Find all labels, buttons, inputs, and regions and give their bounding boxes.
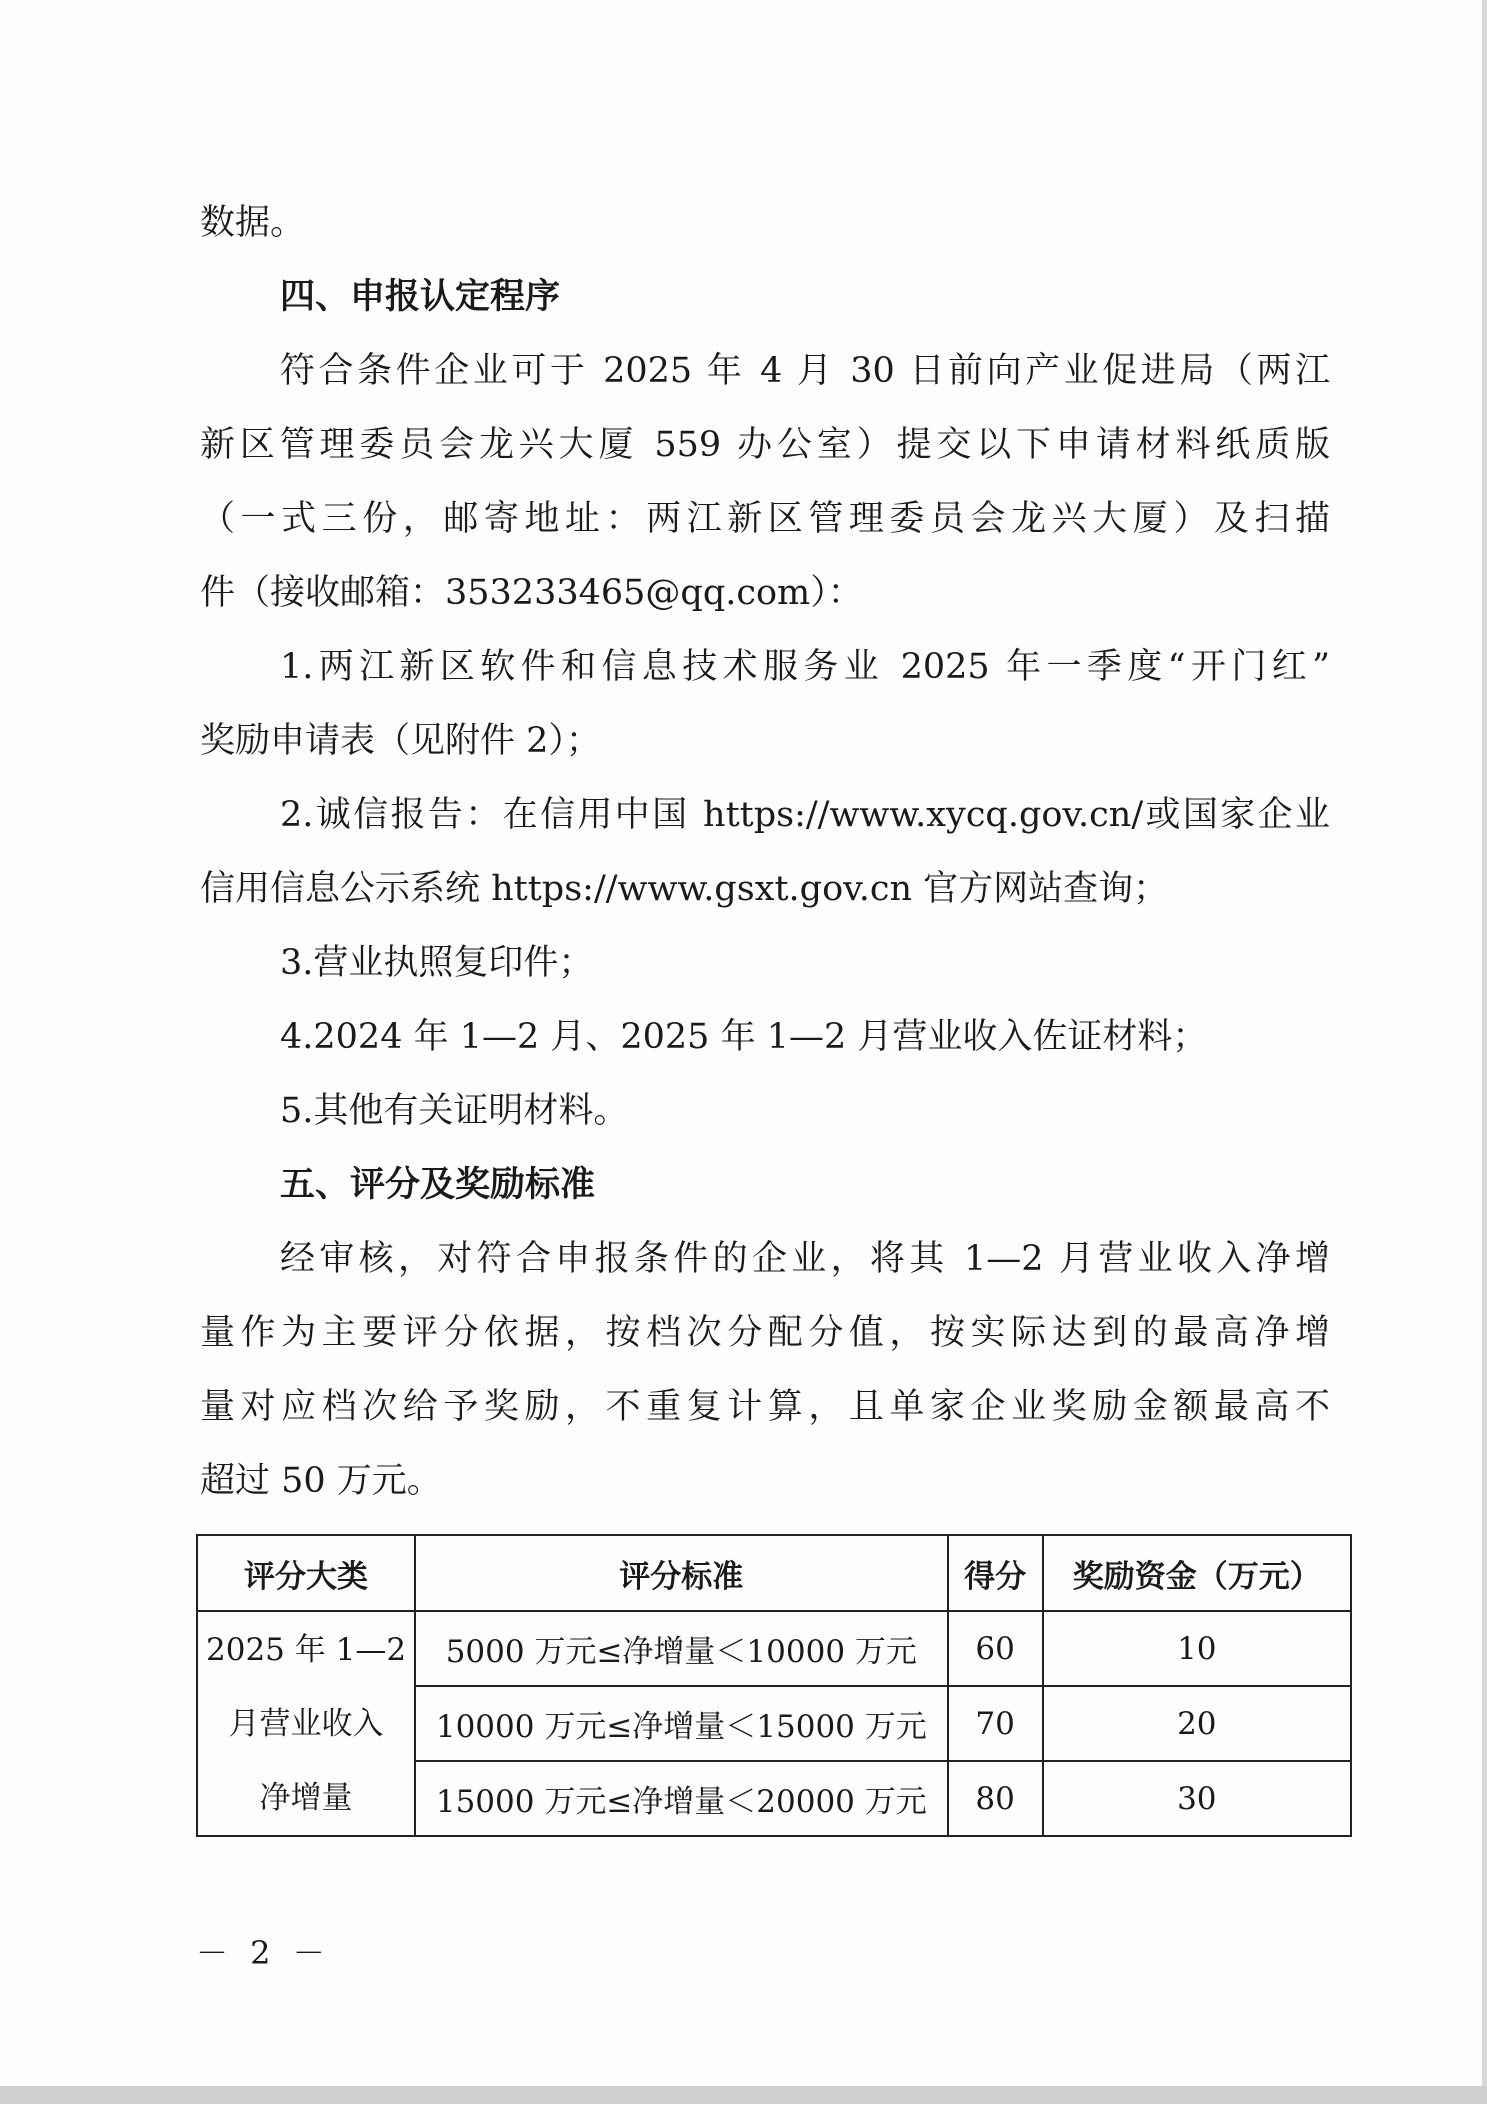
paragraph-line: 量作为主要评分依据，按档次分配分值，按实际达到的最高净增: [200, 1313, 1330, 1353]
table-row: [197, 1611, 1351, 1686]
reward-cell: 10: [1043, 1611, 1351, 1686]
paragraph-line: 件（接收邮箱：353233465@qq.com）：: [200, 573, 863, 613]
category-cell: [197, 1611, 415, 1836]
category-line: 2025 年 1—2: [206, 1631, 407, 1668]
section-heading-4: 四、申报认定程序: [280, 277, 561, 317]
header-score: 得分: [948, 1535, 1043, 1611]
criterion-cell: 5000 万元≤净增量＜10000 万元: [415, 1611, 948, 1686]
scoring-table: [196, 1534, 1352, 1837]
criterion-cell: 10000 万元≤净增量＜15000 万元: [415, 1686, 948, 1761]
page-number: － 2 －: [196, 1934, 331, 1972]
list-item-2-cont: 信用信息公示系统 https://www.gsxt.gov.cn 官方网站查询；: [200, 869, 1169, 909]
section-heading-5: 五、评分及奖励标准: [280, 1165, 596, 1205]
header-criterion: 评分标准: [415, 1535, 948, 1611]
paragraph-line: （一式三份，邮寄地址：两江新区管理委员会龙兴大厦）及扫描: [200, 499, 1330, 539]
reward-cell: 30: [1043, 1761, 1351, 1836]
list-item-1-cont: 奖励申请表（见附件 2）；: [200, 721, 601, 761]
paragraph-line: 量对应档次给予奖励，不重复计算，且单家企业奖励金额最高不: [200, 1387, 1330, 1427]
paragraph-line: 经审核，对符合申报条件的企业，将其 1—2 月营业收入净增: [280, 1239, 1330, 1279]
list-item-3: 3.营业执照复印件；: [280, 943, 594, 983]
criterion-cell: 15000 万元≤净增量＜20000 万元: [415, 1761, 948, 1836]
header-category: 评分大类: [197, 1535, 415, 1611]
list-item-1: 1.两江新区软件和信息技术服务业 2025 年一季度“开门红”: [280, 647, 1330, 687]
score-cell: 80: [948, 1761, 1043, 1836]
category-line: 月营业收入: [228, 1705, 384, 1742]
list-item-4: 4.2024 年 1—2 月、2025 年 1—2 月营业收入佐证材料；: [280, 1017, 1208, 1057]
score-cell: 60: [948, 1611, 1043, 1686]
paragraph-line: 符合条件企业可于 2025 年 4 月 30 日前向产业促进局（两江: [280, 351, 1330, 391]
score-cell: 70: [948, 1686, 1043, 1761]
scan-edge-bottom: [0, 2086, 1487, 2104]
reward-cell: 20: [1043, 1686, 1351, 1761]
table-header-row: [197, 1535, 1351, 1611]
header-reward: 奖励资金（万元）: [1043, 1535, 1351, 1611]
paragraph-line: 新区管理委员会龙兴大厦 559 办公室）提交以下申请材料纸质版: [200, 425, 1330, 465]
list-item-5: 5.其他有关证明材料。: [280, 1091, 629, 1131]
scan-edge-right: [1482, 0, 1487, 2104]
category-line: 净增量: [259, 1779, 353, 1816]
body-text: [200, 186, 1330, 1518]
list-item-2: 2.诚信报告：在信用中国 https://www.xycq.gov.cn/或国家企业: [280, 795, 1330, 835]
paragraph-line: 超过 50 万元。: [200, 1461, 442, 1501]
paragraph-line: 数据。: [200, 203, 306, 243]
